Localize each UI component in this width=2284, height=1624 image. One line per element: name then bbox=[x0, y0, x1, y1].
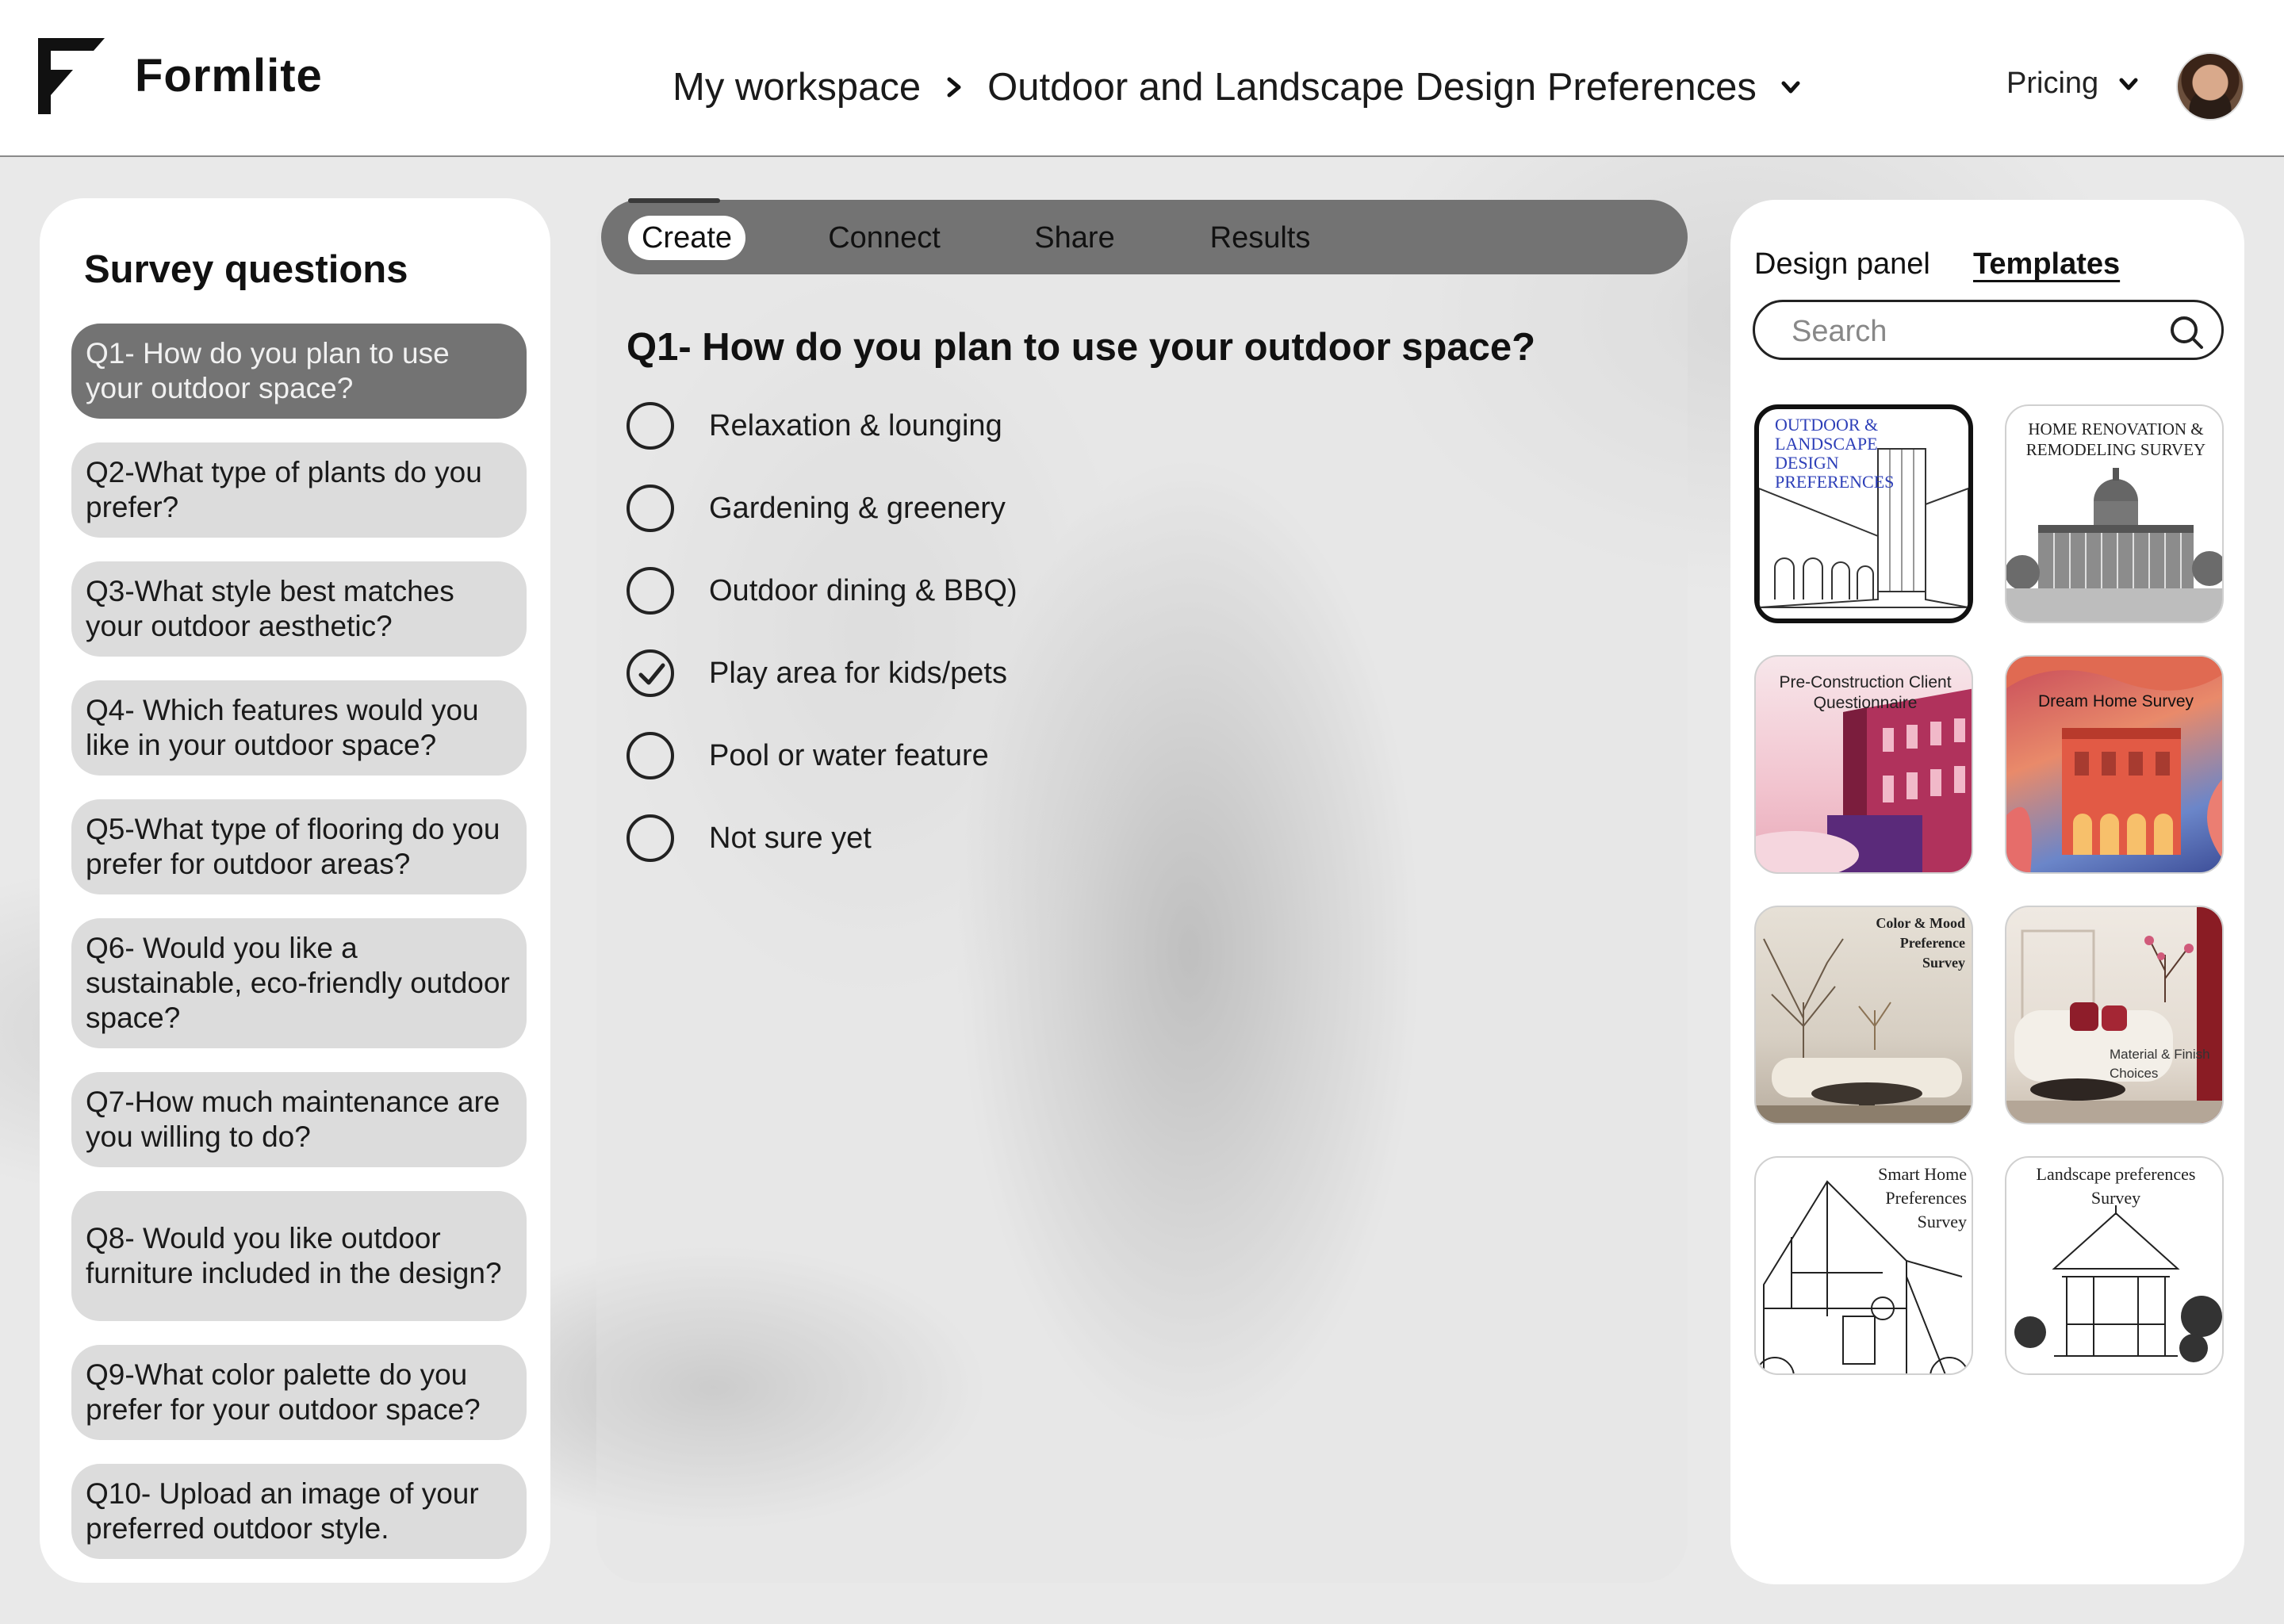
radio-unchecked-icon[interactable] bbox=[627, 567, 674, 615]
top-header bbox=[0, 0, 2284, 157]
question-item-q6[interactable] bbox=[71, 918, 527, 1048]
pricing-label: Pricing bbox=[2006, 67, 2099, 100]
question-item-label: Q5-What type of flooring do you prefer for outdoor areas? bbox=[86, 813, 500, 880]
question-item-q7[interactable] bbox=[71, 1072, 527, 1167]
template-label: Landscape preferences Survey bbox=[2036, 1164, 2196, 1208]
radio-unchecked-icon[interactable] bbox=[627, 732, 674, 779]
question-item-label: Q4- Which features would you like in your outdoor space? bbox=[86, 694, 479, 761]
chevron-right-icon bbox=[941, 71, 967, 103]
radio-unchecked-icon[interactable] bbox=[627, 402, 674, 450]
option-dining[interactable] bbox=[627, 566, 1017, 615]
option-pool[interactable] bbox=[627, 731, 989, 780]
tab-share[interactable]: Share bbox=[1034, 220, 1115, 255]
survey-questions-title: Survey questions bbox=[84, 248, 408, 291]
question-item-label: Q9-What color palette do you prefer for your outdoor space? bbox=[86, 1358, 481, 1426]
template-card-home-renovation[interactable] bbox=[2005, 404, 2224, 623]
question-item-q3[interactable] bbox=[71, 561, 527, 657]
question-item-label: Q3-What style best matches your outdoor aesthetic? bbox=[86, 575, 454, 642]
active-tab-indicator bbox=[628, 198, 720, 203]
template-label: Smart Home Preferences Survey bbox=[1878, 1164, 1967, 1231]
formlite-logo-icon[interactable] bbox=[38, 38, 105, 114]
breadcrumb-form-title[interactable]: Outdoor and Landscape Design Preferences bbox=[987, 66, 1757, 109]
template-label: Color & Mood Preference Survey bbox=[1876, 915, 1965, 971]
template-card-pre-construction[interactable] bbox=[1754, 655, 1973, 874]
radio-checked-icon[interactable] bbox=[627, 649, 674, 697]
editor-tab-bar bbox=[601, 200, 1688, 274]
question-item-q10[interactable] bbox=[71, 1464, 527, 1559]
question-item-label: Q2-What type of plants do you prefer? bbox=[86, 456, 482, 523]
option-not-sure[interactable] bbox=[627, 814, 872, 863]
user-avatar[interactable] bbox=[2176, 52, 2244, 121]
question-item-q8[interactable] bbox=[71, 1191, 527, 1321]
question-item-label: Q7-How much maintenance are you willing to do? bbox=[86, 1086, 500, 1153]
chevron-down-icon[interactable] bbox=[1777, 74, 1804, 101]
question-item-q9[interactable] bbox=[71, 1345, 527, 1440]
breadcrumb bbox=[673, 65, 1804, 109]
dream-home-image bbox=[2006, 657, 2224, 874]
tab-design-panel[interactable]: Design panel bbox=[1754, 247, 1930, 281]
tab-connect[interactable]: Connect bbox=[828, 220, 941, 255]
chevron-down-icon bbox=[2116, 71, 2141, 97]
template-label: Pre-Construction Client Questionnaire bbox=[1779, 673, 1952, 712]
template-card-outdoor-landscape[interactable] bbox=[1754, 404, 1973, 623]
option-label: Not sure yet bbox=[709, 821, 872, 855]
option-relaxation[interactable] bbox=[627, 401, 1002, 450]
question-item-label: Q10- Upload an image of your preferred outdoor style. bbox=[86, 1477, 479, 1545]
radio-unchecked-icon[interactable] bbox=[627, 814, 674, 862]
template-label: HOME RENOVATION & REMODELING SURVEY bbox=[2025, 419, 2206, 459]
template-card-material-finish[interactable] bbox=[2005, 906, 2224, 1124]
radio-unchecked-icon[interactable] bbox=[627, 485, 674, 532]
tab-templates[interactable]: Templates bbox=[1973, 247, 2121, 281]
template-label: Material & Finish Choices bbox=[2110, 1047, 2210, 1081]
option-label: Play area for kids/pets bbox=[709, 656, 1007, 690]
app-name[interactable]: Formlite bbox=[135, 50, 323, 102]
question-item-q1[interactable] bbox=[71, 324, 527, 419]
search-input[interactable] bbox=[1792, 312, 2164, 351]
breadcrumb-workspace[interactable]: My workspace bbox=[673, 66, 922, 109]
tab-results[interactable]: Results bbox=[1209, 220, 1311, 255]
question-item-label: Q6- Would you like a sustainable, eco-friendly outdoor space? bbox=[86, 932, 510, 1034]
question-item-q5[interactable] bbox=[71, 799, 527, 894]
question-item-label: Q8- Would you like outdoor furniture included in the design? bbox=[86, 1222, 502, 1289]
template-label: OUTDOOR & LANDSCAPE DESIGN PREFERENCES bbox=[1775, 415, 1895, 492]
option-label: Relaxation & lounging bbox=[709, 408, 1002, 442]
pricing-menu[interactable] bbox=[2006, 67, 2141, 101]
question-title[interactable]: Q1- How do you plan to use your outdoor space? bbox=[627, 326, 1536, 369]
search-icon[interactable] bbox=[2169, 315, 2204, 350]
option-play-area[interactable] bbox=[627, 649, 1007, 698]
option-label: Pool or water feature bbox=[709, 738, 989, 772]
template-card-smart-home[interactable] bbox=[1754, 1156, 1973, 1375]
interior-sofa-image bbox=[2006, 907, 2224, 1124]
question-item-q2[interactable] bbox=[71, 442, 527, 538]
option-gardening[interactable] bbox=[627, 484, 1006, 533]
template-search bbox=[1753, 300, 2224, 360]
template-card-color-mood[interactable] bbox=[1754, 906, 1973, 1124]
template-card-landscape-preferences[interactable] bbox=[2005, 1156, 2224, 1375]
checkmark-icon bbox=[634, 656, 669, 691]
template-card-dream-home[interactable] bbox=[2005, 655, 2224, 874]
question-item-q4[interactable] bbox=[71, 680, 527, 776]
option-label: Outdoor dining & BBQ) bbox=[709, 573, 1017, 607]
tab-create[interactable]: Create bbox=[628, 216, 745, 260]
template-label: Dream Home Survey bbox=[2037, 692, 2194, 710]
question-item-label: Q1- How do you plan to use your outdoor space? bbox=[86, 337, 450, 404]
option-label: Gardening & greenery bbox=[709, 491, 1006, 525]
